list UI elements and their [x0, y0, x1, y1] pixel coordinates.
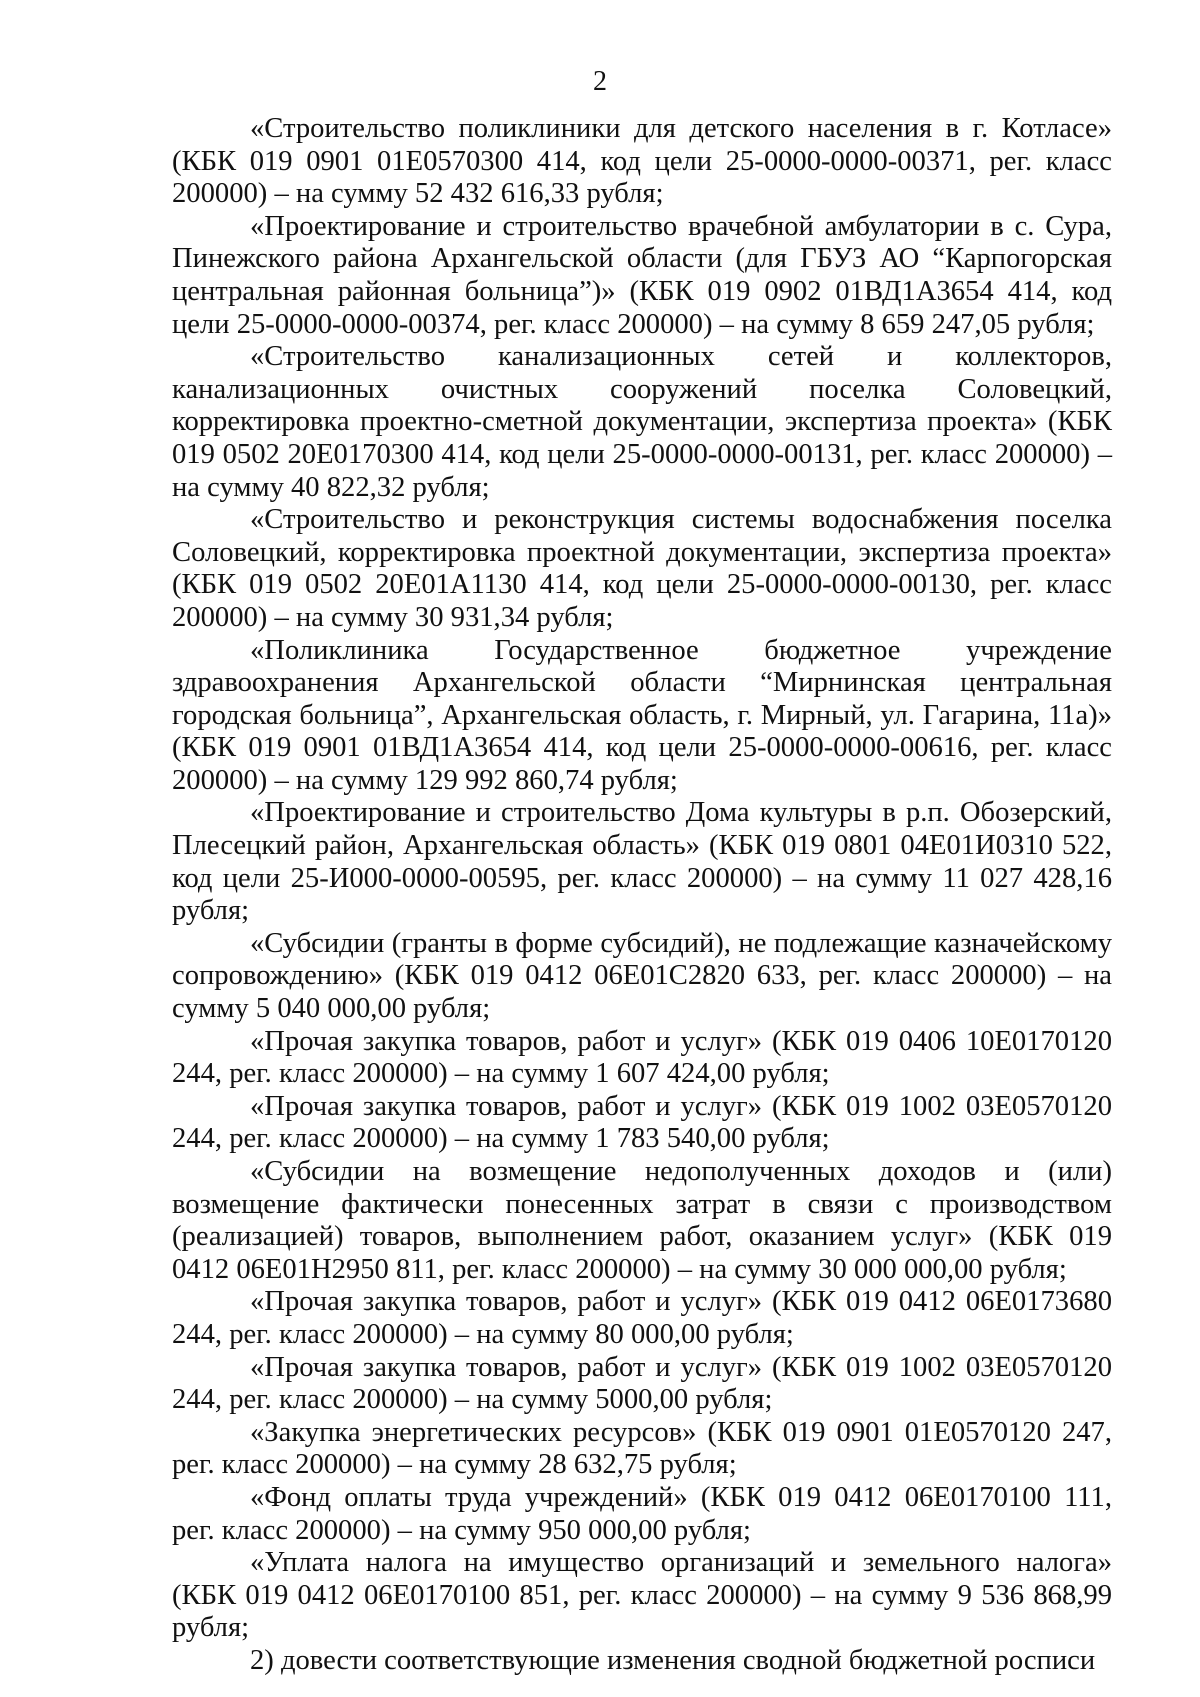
paragraph: «Проектирование и строительство Дома культуры в р.п. Обозерский, Плесецкий район, Архангельская область» (КБК 019 0801 04Е01И0310 522, код цели 25-И000-0000-00595, рег. класс 200000) – на сумму 11 027 428,16 рубля;	[172, 797, 1112, 927]
paragraph: «Прочая закупка товаров, работ и услуг» (КБК 019 1002 03Е0570120 244, рег. класс 200000) – на сумму 5000,00 рубля;	[172, 1351, 1112, 1416]
paragraph: «Субсидии (гранты в форме субсидий), не подлежащие казначейскому сопровождению» (КБК 019 0412 06Е01С2820 633, рег. класс 200000) – на сумму 5 040 000,00 рубля;	[172, 927, 1112, 1025]
paragraph: 2) довести соответствующие изменения сводной бюджетной росписи	[250, 1644, 1096, 1676]
document-body	[172, 113, 1112, 1678]
paragraph: «Строительство канализационных сетей и коллекторов, канализационных очистных сооружений поселка Соловецкий, корректировка проектно-сметной документации, экспертиза проекта» (КБК 019 0502 20Е0170300 414, код цели 25-0000-0000-00131, рег. класс 200000) – на сумму 40 822,32 рубля;	[172, 341, 1112, 503]
paragraph: «Прочая закупка товаров, работ и услуг» (КБК 019 0412 06Е0173680 244, рег. класс 200000) – на сумму 80 000,00 рубля;	[172, 1286, 1112, 1350]
paragraph: «Поликлиника Государственное бюджетное учреждение здравоохранения Архангельской области “Мирнинская центральная городская больница”, Архангельская область, г. Мирный, ул. Гагарина, 11а)» (КБК 019 0901 01ВД1А3654 414, код цели 25-0000-0000-00616, рег. класс 200000) – на сумму 129 992 860,74 рубля;	[172, 634, 1112, 796]
paragraph: «Строительство и реконструкция системы водоснабжения поселка Соловецкий, корректировка проектной документации, экспертиза проекта» (КБК 019 0502 20Е01А1130 414, код цели 25-0000-0000-00130, рег. класс 200000) – на сумму 30 931,34 рубля;	[172, 504, 1112, 633]
paragraph: «Закупка энергетических ресурсов» (КБК 019 0901 01Е0570120 247, рег. класс 200000) – на сумму 28 632,75 рубля;	[172, 1416, 1112, 1481]
paragraph: «Фонд оплаты труда учреждений» (КБК 019 0412 06Е0170100 111, рег. класс 200000) – на сумму 950 000,00 рубля;	[172, 1481, 1112, 1546]
paragraph: «Уплата налога на имущество организаций и земельного налога» (КБК 019 0412 06Е0170100 851, рег. класс 200000) – на сумму 9 536 868,99 рубля;	[172, 1547, 1112, 1644]
paragraph: «Строительство поликлиники для детского населения в г. Котласе» (КБК 019 0901 01Е0570300 414, код цели 25-0000-0000-00371, рег. класс 200000) – на сумму 52 432 616,33 рубля;	[172, 113, 1112, 210]
paragraph: «Прочая закупка товаров, работ и услуг» (КБК 019 0406 10Е0170120 244, рег. класс 200000) – на сумму 1 607 424,00 рубля;	[172, 1025, 1112, 1090]
paragraph: «Прочая закупка товаров, работ и услуг» (КБК 019 1002 03Е0570120 244, рег. класс 200000) – на сумму 1 783 540,00 рубля;	[172, 1090, 1112, 1155]
paragraph: «Проектирование и строительство врачебной амбулатории в с. Сура, Пинежского района Архангельской области (для ГБУЗ АО “Карпогорская центральная районная больница”)» (КБК 019 0902 01ВД1А3654 414, код цели 25-0000-0000-00374, рег. класс 200000) – на сумму 8 659 247,05 рубля;	[172, 210, 1112, 340]
paragraph: «Субсидии на возмещение недополученных доходов и (или) возмещение фактически понесенных затрат в связи с производством (реализацией) товаров, выполнением работ, оказанием услуг» (КБК 019 0412 06Е01Н2950 811, рег. класс 200000) – на сумму 30 000 000,00 рубля;	[172, 1156, 1112, 1285]
page-number: 2	[593, 66, 607, 97]
